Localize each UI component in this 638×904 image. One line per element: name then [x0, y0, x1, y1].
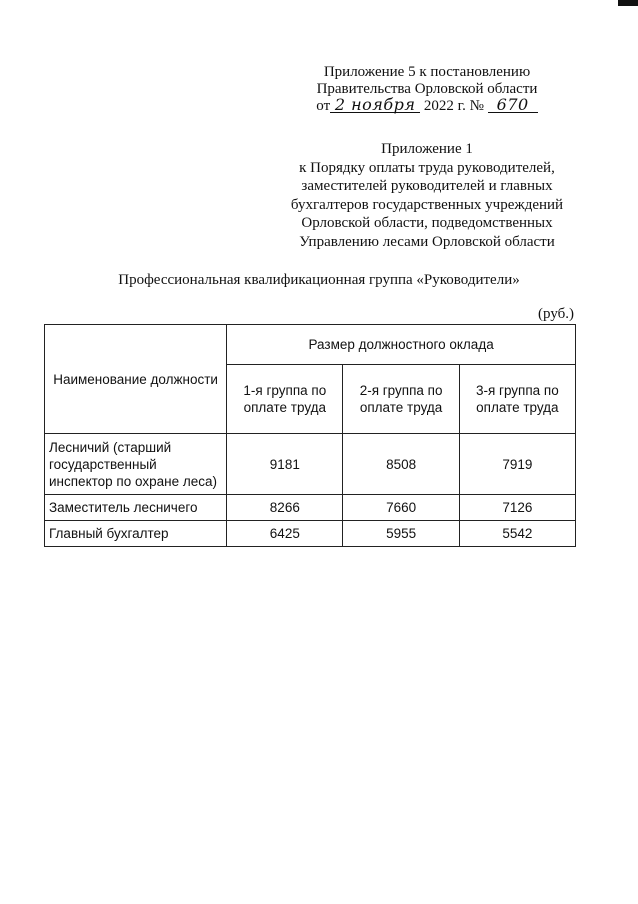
handwritten-date: 2 ноября	[330, 98, 420, 113]
position-cell: Заместитель лесничего	[45, 495, 227, 521]
salary-cell: 6425	[227, 521, 343, 547]
date-prefix: от	[316, 98, 331, 114]
salary-cell: 7126	[459, 495, 575, 521]
header-date-line	[290, 95, 564, 115]
column-header-group-1: 1-я группа по оплате труда	[227, 365, 343, 434]
salary-cell: 8266	[227, 495, 343, 521]
column-header-group-2: 2-я группа по оплате труда	[343, 365, 459, 434]
salary-cell: 7919	[459, 434, 575, 495]
column-header-salary: Размер должностного оклада	[227, 325, 576, 365]
scan-corner-mark	[618, 0, 638, 6]
table-row	[45, 521, 576, 547]
salary-cell: 5542	[459, 521, 575, 547]
table-row	[45, 495, 576, 521]
annex-line: Управлению лесами Орловской области	[299, 233, 555, 250]
annex-title: Приложение 1	[381, 141, 473, 157]
annex-line: заместителей руководителей и главных	[301, 178, 553, 194]
salary-cell: 5955	[343, 521, 459, 547]
salary-table	[44, 324, 576, 547]
annex-line: бухгалтеров государственных учреждений	[290, 196, 564, 213]
group-title: Профессиональная квалификационная группа «Руководители»	[118, 272, 520, 288]
salary-cell: 8508	[343, 434, 459, 495]
column-header-position: Наименование должности	[45, 325, 227, 434]
header-line-2: Правительства Орловской области	[316, 81, 538, 97]
date-suffix: 2022 г. №	[423, 98, 484, 114]
position-cell: Главный бухгалтер	[45, 521, 227, 547]
column-header-group-3: 3-я группа по оплате труда	[459, 365, 575, 434]
annex-line: Орловской области, подведомственных	[301, 215, 553, 231]
annex-line: к Порядку оплаты труда руководителей,	[299, 159, 555, 176]
salary-cell: 7660	[343, 495, 459, 521]
resolution-header	[290, 64, 564, 115]
currency-note: (руб.)	[538, 306, 574, 322]
position-cell: Лесничий (старший государственный инспектор по охране леса)	[45, 434, 227, 495]
table-header-row	[45, 325, 576, 365]
annex-header	[286, 140, 568, 251]
handwritten-number: 670	[488, 98, 538, 113]
header-line-1: Приложение 5 к постановлению	[323, 64, 531, 80]
table-row	[45, 434, 576, 495]
salary-cell: 9181	[227, 434, 343, 495]
